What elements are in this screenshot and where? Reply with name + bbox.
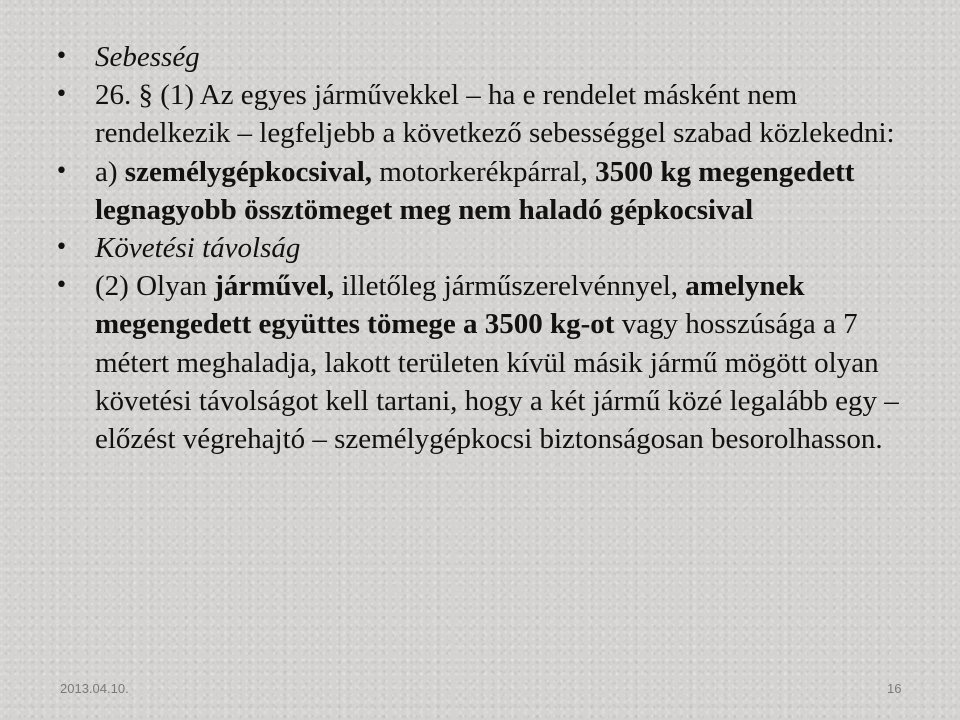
bullet-item-rule-26-2 <box>55 267 935 458</box>
bullet-icon: • <box>55 273 68 299</box>
bullet-icon: • <box>55 82 68 108</box>
emphasis-text: személygépkocsival, <box>124 155 373 188</box>
bullet-icon: • <box>55 44 68 69</box>
page-number: 16 <box>887 681 902 696</box>
bullet-item-rule-26-1 <box>55 76 935 152</box>
bullet-item-rule-a <box>55 153 935 229</box>
heading-text: Követési távolság <box>95 232 301 265</box>
rule-text: motorkerékpárral, <box>372 155 596 188</box>
slide-body <box>55 38 935 458</box>
rule-text: (2) Olyan <box>95 270 215 303</box>
rule-text: vagy hosszúsága a 7 métert meghaladja, lakott területen kívül másik jármű mögött olyan követési távolságot kell tartani, hogy a két jármű közé legalább egy – előzést végrehajtó – személygépkocsi biztonságosan besorolhasson. <box>95 308 899 456</box>
heading-text: Sebesség <box>95 41 200 73</box>
bullet-item-heading-kovetesi-tavolsag <box>55 229 935 267</box>
emphasis-text: 3500 kg megengedett legnagyobb össztömeget meg nem haladó gépkocsival <box>95 155 855 226</box>
emphasis-text: amelynek megengedett együttes tömege a 3500 kg-ot <box>95 270 805 341</box>
rule-text: 26. § (1) Az egyes járművekkel – ha e rendelet másként nem rendelkezik – legfeljebb a következő sebességgel szabad közlekedni: <box>95 79 895 150</box>
footer-date: 2013.04.10. <box>60 681 129 696</box>
bullet-item-heading-sebesseg <box>55 38 935 76</box>
rule-text: a) <box>95 155 125 188</box>
bullet-icon: • <box>55 235 68 261</box>
bullet-icon: • <box>55 158 68 184</box>
rule-text: illetőleg járműszerelvénnyel, <box>334 270 686 303</box>
emphasis-text: járművel, <box>214 270 335 303</box>
